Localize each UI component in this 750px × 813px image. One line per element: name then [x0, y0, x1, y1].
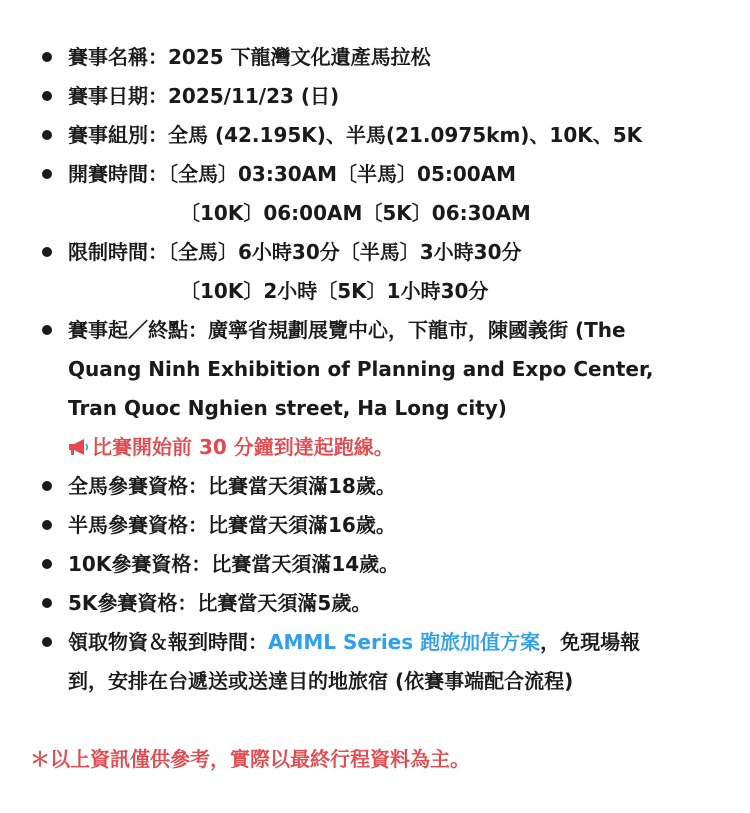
- list-item-5k-age: [0, 584, 750, 623]
- start-time-line-1: 開賽時間：〔全馬〕03:30AM〔半馬〕05:00AM: [68, 162, 517, 186]
- pickup-line-1: [68, 623, 728, 662]
- pickup-suffix: ，免現場報: [540, 630, 641, 654]
- bullet: [42, 598, 52, 608]
- event-date-text: 賽事日期：2025/11/23 (日): [68, 84, 340, 108]
- full-age-text: 全馬參賽資格：比賽當天須滿18歲。: [68, 474, 396, 498]
- venue-line-3: Tran Quoc Nghien street, Ha Long city): [68, 396, 507, 420]
- event-name-text: 賽事名稱：2025 下龍灣文化遺產馬拉松: [68, 45, 431, 69]
- bullet: [42, 130, 52, 140]
- list-item-event-name: [0, 38, 750, 77]
- list-item-start-time: [0, 155, 750, 233]
- bullet: [42, 247, 52, 257]
- list-item-pickup: [0, 623, 750, 701]
- megaphone-icon: [68, 438, 90, 456]
- venue-line-1: 賽事起／終點：廣寧省規劃展覽中心，下龍市，陳國義街 (The: [68, 318, 626, 342]
- list-item-venue: [0, 311, 750, 428]
- pickup-line-2: 到，安排在台遞送或送達目的地旅宿 (依賽事端配合流程): [68, 669, 574, 693]
- start-time-line-2: 〔10K〕06:00AM〔5K〕06:30AM: [180, 201, 531, 225]
- ten-k-age-text: 10K參賽資格：比賽當天須滿14歲。: [68, 552, 400, 576]
- list-item-event-date: [0, 77, 750, 116]
- bullet: [42, 559, 52, 569]
- bullet: [42, 91, 52, 101]
- start-notice: [0, 428, 750, 467]
- bullet: [42, 325, 52, 335]
- list-item-10k-age: [0, 545, 750, 584]
- bullet: [42, 169, 52, 179]
- list-item-full-age: [0, 467, 750, 506]
- list-item-time-limit: [0, 233, 750, 311]
- list-item-event-groups: [0, 116, 750, 155]
- disclaimer-footer: ＊以上資訊僅供參考，實際以最終行程資料為主。: [30, 747, 470, 771]
- time-limit-line-1: 限制時間：〔全馬〕6小時30分〔半馬〕3小時30分: [68, 240, 522, 264]
- venue-line-2: Quang Ninh Exhibition of Planning and Expo Center,: [68, 357, 654, 381]
- bullet: [42, 52, 52, 62]
- event-info-list: [0, 38, 750, 701]
- pickup-prefix: 領取物資＆報到時間：: [68, 630, 268, 654]
- half-age-text: 半馬參賽資格：比賽當天須滿16歲。: [68, 513, 396, 537]
- event-groups-text: 賽事組別：全馬 (42.195K)、半馬(21.0975km)、10K、5K: [68, 123, 643, 147]
- bullet: [42, 520, 52, 530]
- start-notice-text: 比賽開始前 30 分鐘到達起跑線。: [92, 435, 394, 459]
- list-item-half-age: [0, 506, 750, 545]
- time-limit-line-2: 〔10K〕2小時〔5K〕1小時30分: [180, 279, 489, 303]
- five-k-age-text: 5K參賽資格：比賽當天須滿5歲。: [68, 591, 372, 615]
- amml-series-link[interactable]: AMML Series 跑旅加值方案: [268, 630, 541, 654]
- bullet: [42, 637, 52, 647]
- bullet: [42, 481, 52, 491]
